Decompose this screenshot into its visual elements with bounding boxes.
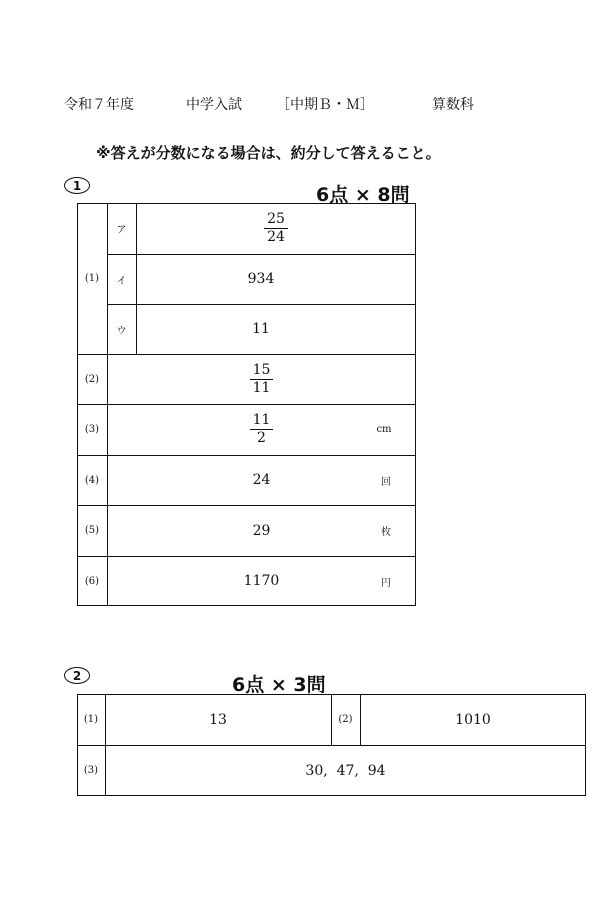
fraction (250, 412, 274, 447)
unit-times: 回 (381, 476, 391, 488)
s2-q2-label: (2) (338, 714, 353, 725)
section-1-points: 6点 × 8問 (316, 184, 410, 206)
unit-sheets: 枚 (381, 527, 391, 538)
answer-q5: 29 (252, 522, 271, 539)
sub-label-i: イ (116, 275, 127, 287)
answer-a (136, 203, 416, 254)
answer-q2 (107, 354, 416, 404)
q6-label: (6) (84, 575, 100, 587)
q4-label: (4) (84, 474, 100, 486)
unit-cm: cm (376, 424, 392, 435)
numerator: 11 (250, 412, 274, 430)
q5-label: (5) (84, 525, 100, 536)
s2-q3-label: (3) (83, 765, 99, 776)
fraction (264, 211, 288, 246)
denominator: 24 (267, 229, 285, 245)
section-2-points: 6点 × 3問 (232, 674, 326, 696)
s2-answer-q3: 30, 47, 94 (305, 762, 386, 779)
answer-u: 11 (252, 321, 270, 337)
s2-answer-q1: 13 (209, 711, 227, 728)
sub-label-a: ア (116, 225, 127, 236)
unit-yen: 円 (381, 577, 391, 589)
sub-label-u: ウ (116, 325, 127, 337)
answer-q6: 1170 (243, 573, 280, 589)
denominator: 11 (252, 379, 271, 396)
numerator: 25 (264, 211, 288, 229)
fraction-notice: ※答えが分数になる場合は、約分して答えること。 (96, 144, 441, 162)
fraction (250, 362, 274, 397)
exam-name: 中学入試 (186, 97, 242, 113)
q1-label: (1) (84, 273, 100, 284)
q3-label: (3) (84, 424, 100, 435)
exam-subject: 算数科 (432, 97, 474, 113)
denominator: 2 (257, 430, 266, 446)
exam-year: 令和７年度 (64, 97, 134, 113)
s2-q1-label: (1) (83, 714, 99, 725)
section-1-number: 1 (64, 177, 90, 194)
exam-session: ［中期Ｂ・Ｍ］ (276, 97, 374, 113)
answer-i: 934 (247, 271, 275, 287)
q2-label: (2) (84, 373, 100, 385)
section-2-number: 2 (64, 667, 90, 684)
answer-q4: 24 (252, 472, 271, 488)
numerator: 15 (250, 362, 274, 380)
s2-answer-q2: 1010 (455, 711, 491, 728)
